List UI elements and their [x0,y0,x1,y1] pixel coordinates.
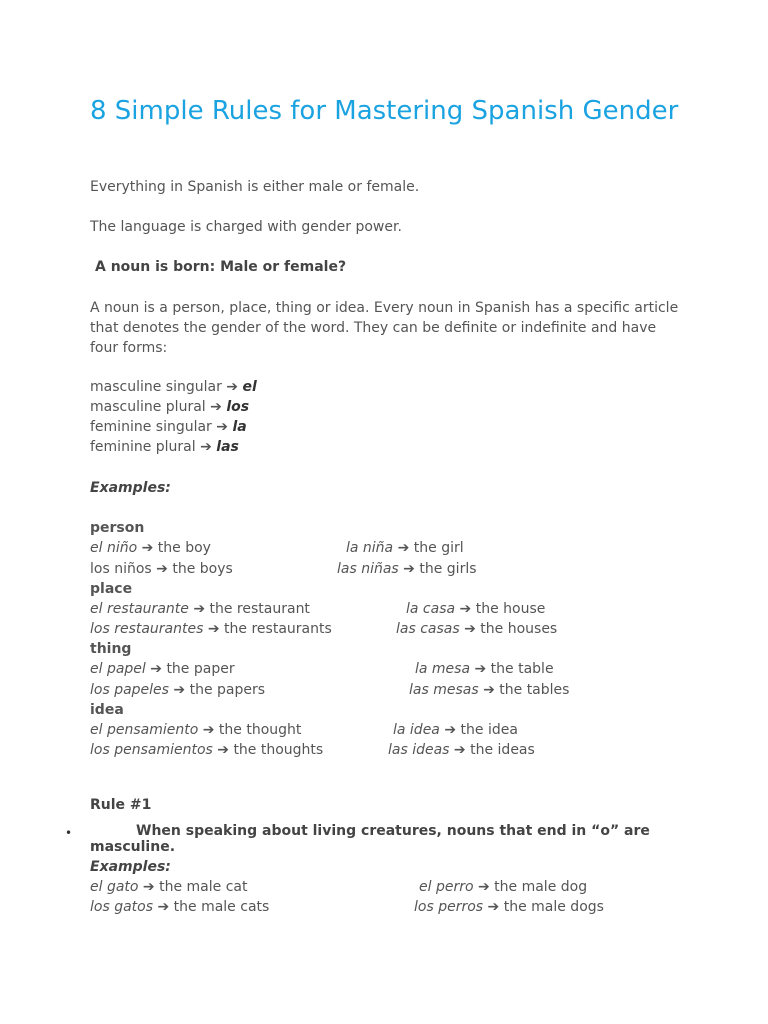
english-term: ➔ the thought [198,722,302,738]
form-article: los [226,399,250,415]
example-masc [90,621,332,637]
example-masc [90,742,323,758]
bullet-icon: • [65,826,73,840]
spanish-term: los papeles [90,682,169,698]
spanish-term: el gato [90,879,139,895]
intro-paragraph-2: The language is charged with gender power. [90,219,402,235]
spanish-term: los restaurantes [90,621,204,637]
spanish-term: los pensamientos [90,742,213,758]
english-term: ➔ the houses [459,621,558,637]
body-line-3: four forms: [90,340,168,356]
rule-heading: Rule #1 [90,797,152,813]
spanish-term: la mesa [415,661,471,677]
spanish-term: las mesas [409,682,479,698]
english-term: ➔ the male dog [473,879,588,895]
english-term: ➔ the paper [145,661,235,677]
spanish-term: las niñas [337,561,399,577]
english-term: ➔ the restaurant [188,601,310,617]
english-term: ➔ the tables [478,682,570,698]
form-article: el [242,379,257,395]
spanish-term: el niño [90,540,138,556]
english-term: ➔ the restaurants [203,621,332,637]
example-fem [414,899,604,915]
spanish-term: el perro [419,879,474,895]
spanish-term: el restaurante [90,601,189,617]
spanish-term: la niña [346,540,394,556]
example-fem [337,561,477,577]
english-term: ➔ the girl [393,540,464,556]
example-masc [90,661,235,677]
page-title: 8 Simple Rules for Mastering Spanish Gender [90,96,679,126]
example-masc [90,879,247,895]
english-term: ➔ the house [455,601,546,617]
english-term: ➔ the male dogs [483,899,604,915]
example-masc [90,540,211,556]
example-fem [393,722,518,738]
example-fem [346,540,464,556]
category-thing: thing [90,641,132,657]
example-masc [90,682,265,698]
spanish-term: las casas [396,621,460,637]
examples-label: Examples: [90,480,171,496]
category-idea: idea [90,702,124,718]
example-fem [406,601,545,617]
example-masc [90,601,310,617]
rule-text-line-2: masculine. [90,839,176,855]
spanish-term: el papel [90,661,146,677]
spanish-term: los gatos [90,899,154,915]
intro-paragraph-1: Everything in Spanish is either male or female. [90,179,420,195]
form-label: masculine plural ➔ [90,399,222,415]
section-heading: A noun is born: Male or female? [95,259,347,275]
english-term: ➔ the male cats [153,899,270,915]
rule-examples-label: Examples: [90,859,171,875]
example-masc [90,561,233,577]
example-masc [90,722,301,738]
english-term: ➔ the ideas [449,742,535,758]
english-term: ➔ the thoughts [212,742,324,758]
body-line-1: A noun is a person, place, thing or idea. Every noun in Spanish has a specific article [90,300,679,316]
spanish-term: las ideas [388,742,450,758]
example-fem [409,682,569,698]
example-fem [415,661,554,677]
english-term: ➔ the papers [168,682,266,698]
example-fem [396,621,557,637]
english-term: ➔ the table [470,661,554,677]
form-article: las [216,439,239,455]
body-line-2: that denotes the gender of the word. They can be definite or indefinite and have [90,320,657,336]
example-masc [90,899,269,915]
form-line-fem-plural [90,439,239,455]
form-label: masculine singular ➔ [90,379,239,395]
form-line-fem-sing [90,419,247,435]
spanish-term: el pensamiento [90,722,199,738]
spanish-term: los perros [414,899,484,915]
spanish-term: la casa [406,601,456,617]
english-term: ➔ the idea [439,722,518,738]
example-fem [419,879,587,895]
english-term: ➔ the boy [137,540,211,556]
example-fem [388,742,535,758]
form-article: la [232,419,247,435]
form-label: feminine plural ➔ [90,439,212,455]
category-person: person [90,520,145,536]
category-place: place [90,581,133,597]
form-line-masc-sing [90,379,257,395]
spanish-term: la idea [393,722,440,738]
form-line-masc-plural [90,399,249,415]
spanish-term: los niños [90,561,152,577]
rule-text-line-1: When speaking about living creatures, nouns that end in “o” are [136,823,650,839]
english-term: ➔ the girls [398,561,477,577]
english-term: ➔ the male cat [138,879,248,895]
english-term: ➔ the boys [151,561,233,577]
form-label: feminine singular ➔ [90,419,228,435]
